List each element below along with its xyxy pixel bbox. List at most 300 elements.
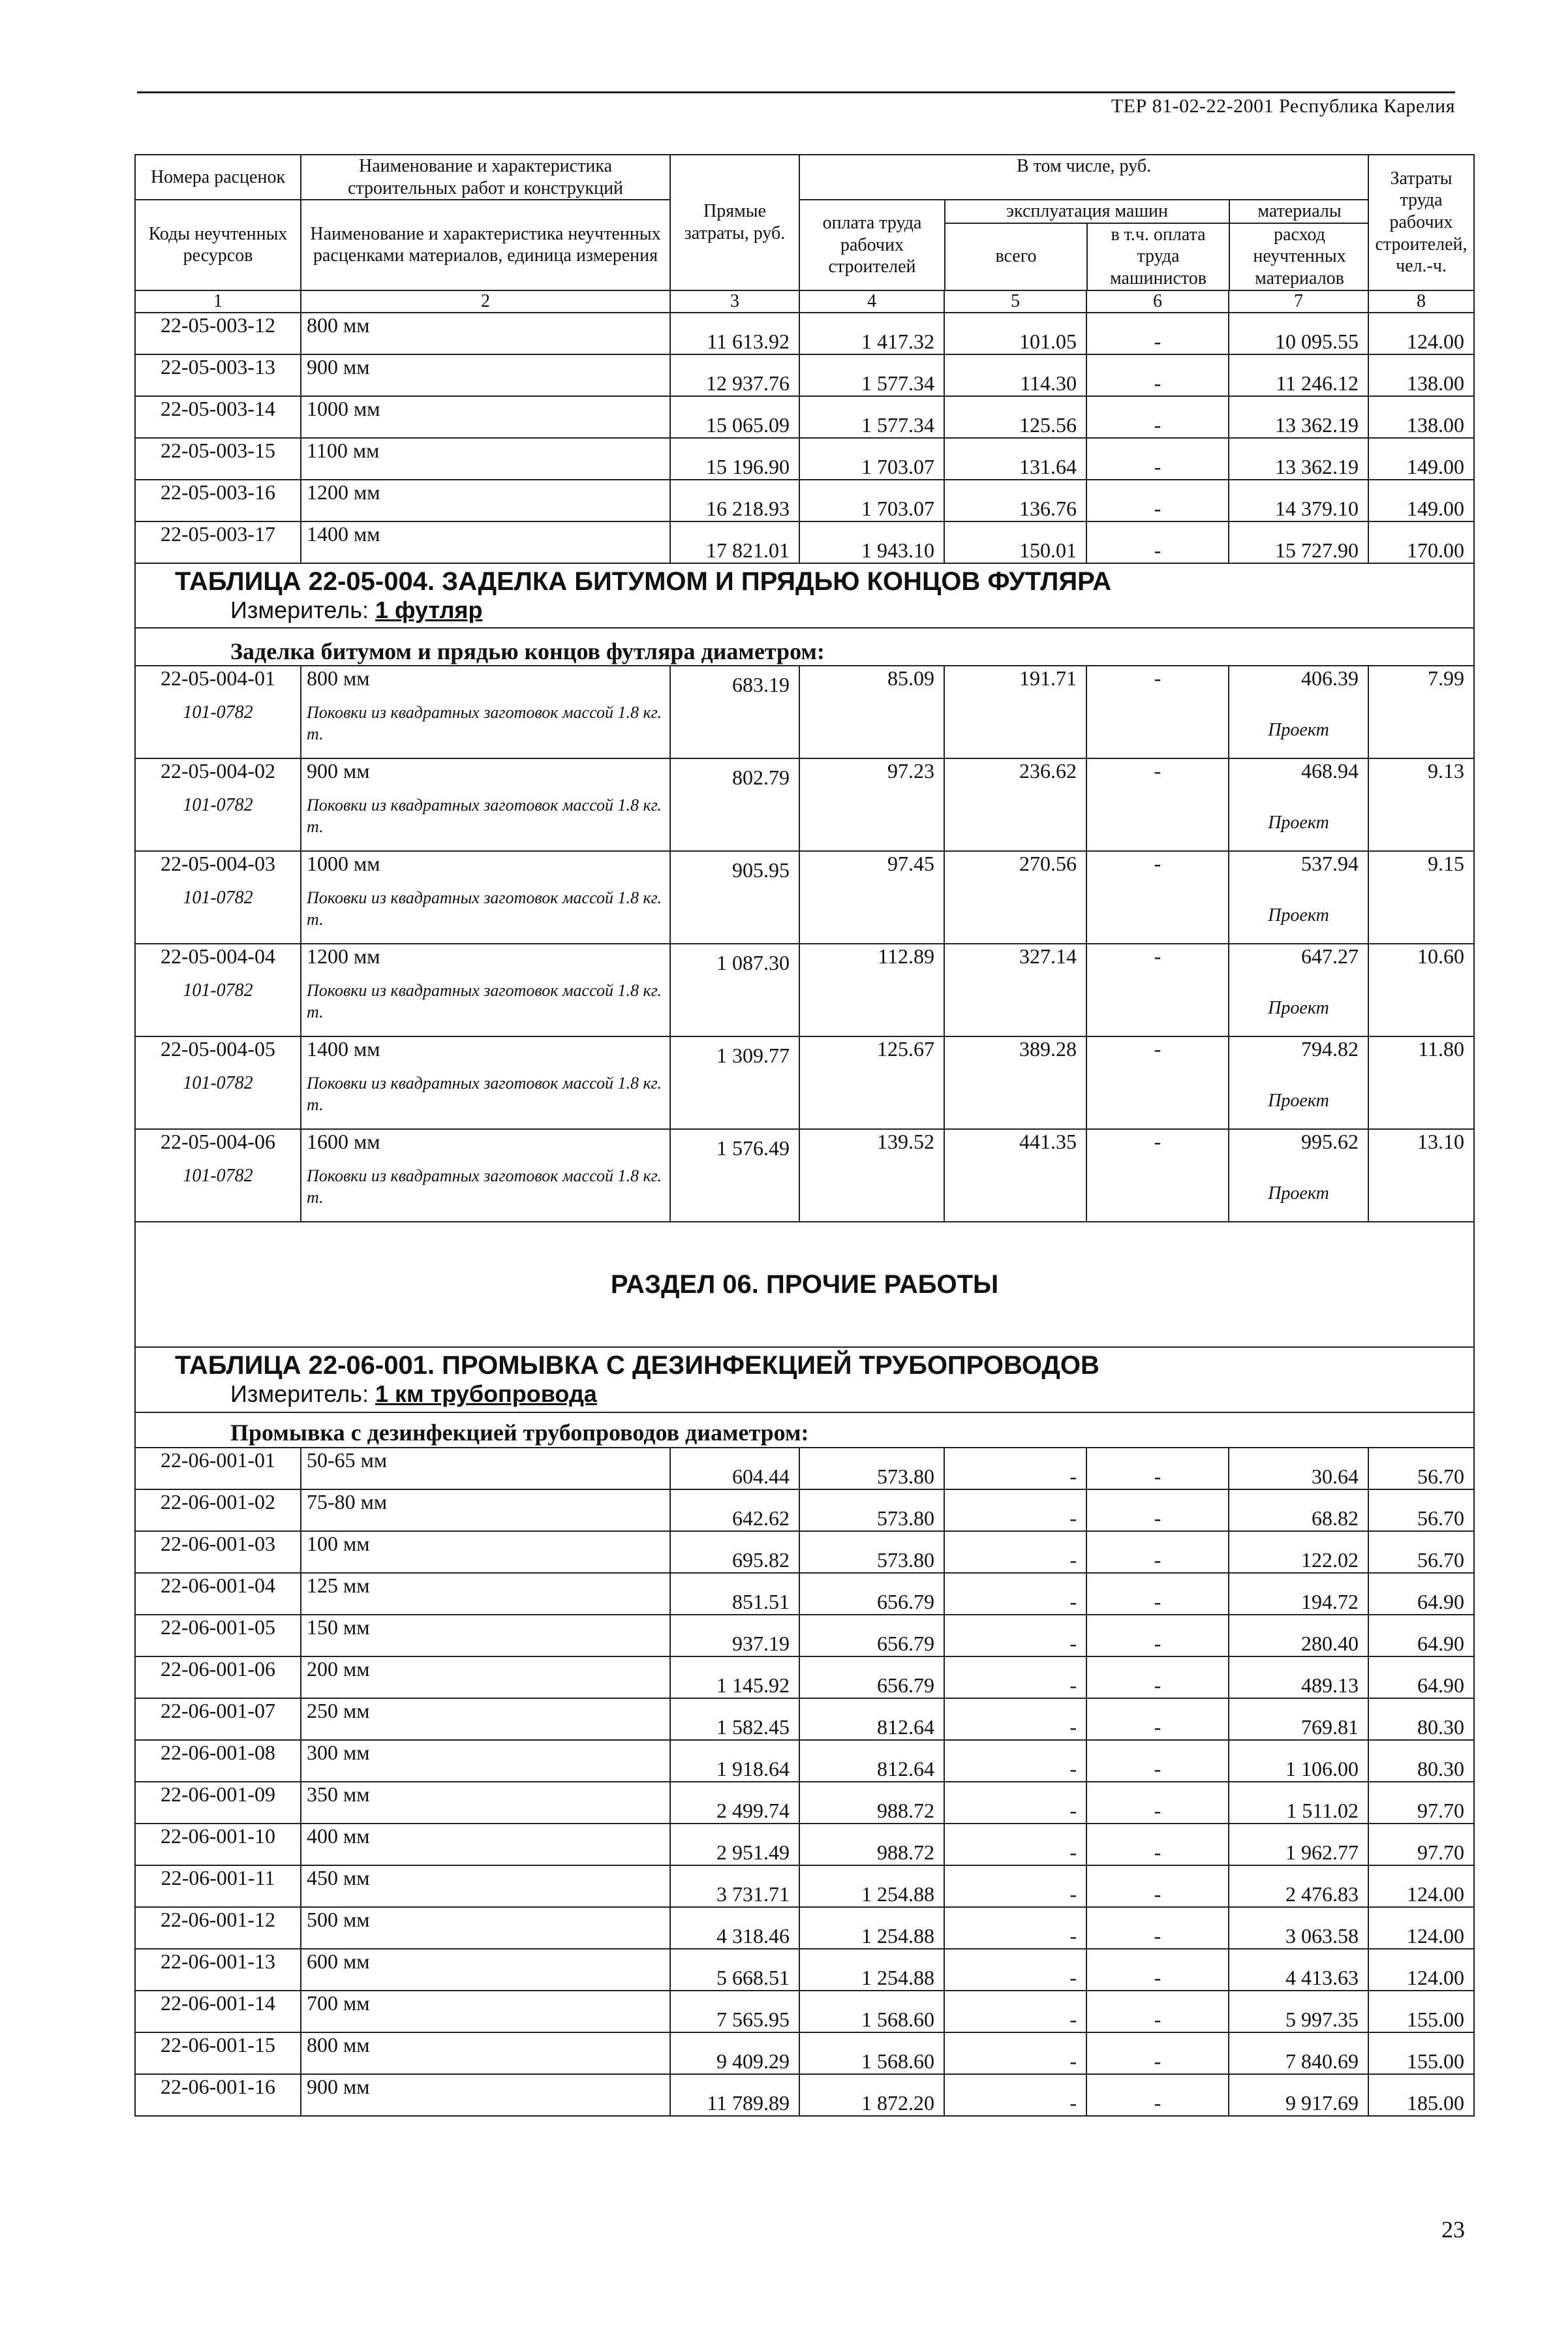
table-row bbox=[135, 666, 1474, 702]
work-name: 400 мм bbox=[301, 1824, 670, 1865]
col-name-header: Наименование и характеристика строительных работ и конструкций bbox=[301, 155, 670, 200]
machines-total: 101.05 bbox=[944, 313, 1086, 354]
materials-cost: 7 840.69 bbox=[1229, 2032, 1368, 2074]
empty-cell bbox=[670, 1166, 799, 1222]
empty-cell bbox=[1086, 795, 1229, 851]
page-number: 23 bbox=[1441, 2216, 1465, 2243]
labor-hours: 7.99 bbox=[1368, 666, 1474, 702]
materials-cost: 11 246.12 bbox=[1229, 354, 1368, 396]
labor-hours: 185.00 bbox=[1368, 2074, 1474, 2116]
machines-total: - bbox=[944, 1656, 1086, 1698]
material-consumption: Проект bbox=[1229, 1073, 1368, 1129]
labor-hours: 9.13 bbox=[1368, 758, 1474, 795]
labor-hours: 155.00 bbox=[1368, 1991, 1474, 2032]
col-number: 6 bbox=[1086, 290, 1229, 313]
direct-cost: 1 576.49 bbox=[670, 1129, 799, 1166]
rate-code: 22-06-001-01 bbox=[135, 1448, 301, 1489]
labor-hours: 149.00 bbox=[1368, 438, 1474, 480]
labor-hours: 56.70 bbox=[1368, 1531, 1474, 1573]
material-consumption: Проект bbox=[1229, 888, 1368, 944]
labor-cost: 573.80 bbox=[799, 1531, 944, 1573]
work-name: 350 мм bbox=[301, 1782, 670, 1824]
materials-cost: 2 476.83 bbox=[1229, 1865, 1368, 1907]
rate-code: 22-05-003-17 bbox=[135, 521, 301, 563]
machinist-labor: - bbox=[1086, 1036, 1229, 1073]
machines-total: 270.56 bbox=[944, 851, 1086, 888]
labor-hours: 80.30 bbox=[1368, 1740, 1474, 1782]
machines-total: - bbox=[944, 2074, 1086, 2116]
labor-cost: 139.52 bbox=[799, 1129, 944, 1166]
empty-cell bbox=[1086, 1073, 1229, 1129]
machines-total: 327.14 bbox=[944, 944, 1086, 980]
table-subtitle-row bbox=[135, 628, 1474, 666]
labor-hours: 138.00 bbox=[1368, 396, 1474, 438]
materials-cost: 10 095.55 bbox=[1229, 313, 1368, 354]
labor-hours: 80.30 bbox=[1368, 1698, 1474, 1740]
rate-code: 22-06-001-07 bbox=[135, 1698, 301, 1740]
labor-cost: 812.64 bbox=[799, 1698, 944, 1740]
col-machinist-labor-header: в т.ч. оплата труда машинистов bbox=[1087, 223, 1229, 290]
direct-cost: 3 731.71 bbox=[670, 1865, 799, 1907]
direct-cost: 937.19 bbox=[670, 1615, 799, 1656]
machinist-labor: - bbox=[1086, 1129, 1229, 1166]
work-name: 1000 мм bbox=[301, 396, 670, 438]
machinist-labor: - bbox=[1086, 758, 1229, 795]
material-name: Поковки из квадратных заготовок массой 1.8 кг. т. bbox=[301, 1073, 670, 1129]
resource-code: 101-0782 bbox=[135, 1166, 301, 1222]
material-row bbox=[135, 795, 1474, 851]
work-name: 700 мм bbox=[301, 1991, 670, 2032]
table-title-row bbox=[135, 563, 1474, 628]
direct-cost: 642.62 bbox=[670, 1489, 799, 1531]
direct-cost: 4 318.46 bbox=[670, 1907, 799, 1949]
direct-cost: 17 821.01 bbox=[670, 521, 799, 563]
col-number: 4 bbox=[799, 290, 944, 313]
machines-total: - bbox=[944, 1489, 1086, 1531]
rate-code: 22-05-003-12 bbox=[135, 313, 301, 354]
direct-cost: 2 951.49 bbox=[670, 1824, 799, 1865]
materials-cost: 194.72 bbox=[1229, 1573, 1368, 1615]
col-number: 7 bbox=[1229, 290, 1368, 313]
labor-cost: 97.45 bbox=[799, 851, 944, 888]
labor-hours: 124.00 bbox=[1368, 1865, 1474, 1907]
machinist-labor: - bbox=[1086, 1531, 1229, 1573]
direct-cost: 12 937.76 bbox=[670, 354, 799, 396]
empty-cell bbox=[944, 980, 1086, 1036]
work-name: 600 мм bbox=[301, 1949, 670, 1991]
empty-cell bbox=[1086, 702, 1229, 758]
direct-cost: 1 309.77 bbox=[670, 1036, 799, 1073]
table-meter bbox=[136, 1380, 1473, 1407]
table-row bbox=[135, 313, 1474, 354]
labor-cost: 125.67 bbox=[799, 1036, 944, 1073]
rate-code: 22-06-001-08 bbox=[135, 1740, 301, 1782]
direct-cost: 15 065.09 bbox=[670, 396, 799, 438]
direct-cost: 683.19 bbox=[670, 666, 799, 702]
labor-hours: 64.90 bbox=[1368, 1656, 1474, 1698]
labor-cost: 812.64 bbox=[799, 1740, 944, 1782]
machines-total: 114.30 bbox=[944, 354, 1086, 396]
table-row bbox=[135, 1615, 1474, 1656]
labor-hours: 124.00 bbox=[1368, 313, 1474, 354]
table-row bbox=[135, 438, 1474, 480]
material-name: Поковки из квадратных заготовок массой 1.8 кг. т. bbox=[301, 702, 670, 758]
labor-cost: 1 943.10 bbox=[799, 521, 944, 563]
labor-hours: 9.15 bbox=[1368, 851, 1474, 888]
machines-total: - bbox=[944, 1824, 1086, 1865]
work-name: 900 мм bbox=[301, 2074, 670, 2116]
machines-total: 125.56 bbox=[944, 396, 1086, 438]
labor-cost: 112.89 bbox=[799, 944, 944, 980]
work-name: 1200 мм bbox=[301, 480, 670, 521]
materials-cost: 406.39 bbox=[1229, 666, 1368, 702]
rate-code: 22-06-001-06 bbox=[135, 1656, 301, 1698]
material-consumption: Проект bbox=[1229, 702, 1368, 758]
labor-cost: 1 577.34 bbox=[799, 396, 944, 438]
machinist-labor: - bbox=[1086, 1991, 1229, 2032]
direct-cost: 695.82 bbox=[670, 1531, 799, 1573]
materials-cost: 9 917.69 bbox=[1229, 2074, 1368, 2116]
work-name: 1100 мм bbox=[301, 438, 670, 480]
empty-cell bbox=[944, 1166, 1086, 1222]
materials-cost: 5 997.35 bbox=[1229, 1991, 1368, 2032]
machinist-labor: - bbox=[1086, 1824, 1229, 1865]
labor-hours: 64.90 bbox=[1368, 1573, 1474, 1615]
machines-total: - bbox=[944, 1448, 1086, 1489]
table-row bbox=[135, 2074, 1474, 2116]
empty-cell bbox=[1086, 1166, 1229, 1222]
labor-cost: 1 254.88 bbox=[799, 1865, 944, 1907]
machines-total: - bbox=[944, 1865, 1086, 1907]
direct-cost: 905.95 bbox=[670, 851, 799, 888]
table-row bbox=[135, 1949, 1474, 1991]
machinist-labor: - bbox=[1086, 1907, 1229, 1949]
labor-cost: 97.23 bbox=[799, 758, 944, 795]
work-name: 1200 мм bbox=[301, 944, 670, 980]
labor-hours: 10.60 bbox=[1368, 944, 1474, 980]
machinist-labor: - bbox=[1086, 313, 1229, 354]
meter-value: 1 футляр bbox=[375, 596, 483, 623]
col-number: 8 bbox=[1368, 290, 1474, 313]
table-row bbox=[135, 480, 1474, 521]
labor-hours: 155.00 bbox=[1368, 2032, 1474, 2074]
table-row bbox=[135, 1129, 1474, 1166]
machines-total: 131.64 bbox=[944, 438, 1086, 480]
labor-cost: 1 568.60 bbox=[799, 2032, 944, 2074]
empty-cell bbox=[1368, 1073, 1474, 1129]
machines-total: - bbox=[944, 1531, 1086, 1573]
direct-cost: 5 668.51 bbox=[670, 1949, 799, 1991]
rate-code: 22-05-004-03 bbox=[135, 851, 301, 888]
empty-cell bbox=[799, 795, 944, 851]
col-direct-cost-header: Прямые затраты, руб. bbox=[670, 155, 799, 290]
materials-cost: 537.94 bbox=[1229, 851, 1368, 888]
machines-total: - bbox=[944, 1740, 1086, 1782]
subheader-group bbox=[799, 200, 1368, 290]
materials-cost: 15 727.90 bbox=[1229, 521, 1368, 563]
labor-cost: 1 417.32 bbox=[799, 313, 944, 354]
machinist-labor: - bbox=[1086, 2032, 1229, 2074]
table-row bbox=[135, 396, 1474, 438]
table-row bbox=[135, 1489, 1474, 1531]
labor-cost: 1 577.34 bbox=[799, 354, 944, 396]
work-name: 800 мм bbox=[301, 2032, 670, 2074]
rate-code: 22-06-001-10 bbox=[135, 1824, 301, 1865]
rate-code: 22-05-003-14 bbox=[135, 396, 301, 438]
rate-code: 22-05-004-01 bbox=[135, 666, 301, 702]
labor-hours: 97.70 bbox=[1368, 1782, 1474, 1824]
work-name: 75-80 мм bbox=[301, 1489, 670, 1531]
direct-cost: 7 565.95 bbox=[670, 1991, 799, 2032]
table-row bbox=[135, 851, 1474, 888]
rate-code: 22-06-001-02 bbox=[135, 1489, 301, 1531]
section-title: РАЗДЕЛ 06. ПРОЧИЕ РАБОТЫ bbox=[135, 1222, 1474, 1347]
labor-cost: 85.09 bbox=[799, 666, 944, 702]
table-row bbox=[135, 1991, 1474, 2032]
col-rate-number-header: Номера расценок bbox=[135, 155, 301, 200]
machinist-labor: - bbox=[1086, 1782, 1229, 1824]
empty-cell bbox=[670, 1073, 799, 1129]
work-name: 250 мм bbox=[301, 1698, 670, 1740]
labor-cost: 1 703.07 bbox=[799, 480, 944, 521]
rate-code: 22-06-001-03 bbox=[135, 1531, 301, 1573]
table-row bbox=[135, 944, 1474, 980]
labor-hours: 11.80 bbox=[1368, 1036, 1474, 1073]
material-row bbox=[135, 702, 1474, 758]
labor-cost: 1 254.88 bbox=[799, 1907, 944, 1949]
work-name: 1400 мм bbox=[301, 1036, 670, 1073]
table-row bbox=[135, 1448, 1474, 1489]
work-name: 800 мм bbox=[301, 666, 670, 702]
col-number: 3 bbox=[670, 290, 799, 313]
material-name: Поковки из квадратных заготовок массой 1.8 кг. т. bbox=[301, 980, 670, 1036]
direct-cost: 1 087.30 bbox=[670, 944, 799, 980]
empty-cell bbox=[670, 702, 799, 758]
materials-cost: 4 413.63 bbox=[1229, 1949, 1368, 1991]
labor-hours: 124.00 bbox=[1368, 1949, 1474, 1991]
rate-code: 22-06-001-09 bbox=[135, 1782, 301, 1824]
table-row bbox=[135, 2032, 1474, 2074]
header-rule bbox=[137, 91, 1455, 93]
table-row bbox=[135, 758, 1474, 795]
labor-cost: 1 703.07 bbox=[799, 438, 944, 480]
direct-cost: 1 918.64 bbox=[670, 1740, 799, 1782]
work-name: 900 мм bbox=[301, 354, 670, 396]
machinist-labor: - bbox=[1086, 521, 1229, 563]
material-consumption: Проект bbox=[1229, 795, 1368, 851]
table-meter bbox=[136, 597, 1473, 623]
col-number: 5 bbox=[944, 290, 1086, 313]
work-name: 125 мм bbox=[301, 1573, 670, 1615]
direct-cost: 2 499.74 bbox=[670, 1782, 799, 1824]
subheader-table bbox=[800, 200, 1368, 289]
material-name: Поковки из квадратных заготовок массой 1.8 кг. т. bbox=[301, 1166, 670, 1222]
materials-cost: 13 362.19 bbox=[1229, 396, 1368, 438]
direct-cost: 9 409.29 bbox=[670, 2032, 799, 2074]
table-row bbox=[135, 1740, 1474, 1782]
material-consumption: Проект bbox=[1229, 1166, 1368, 1222]
labor-hours: 138.00 bbox=[1368, 354, 1474, 396]
labor-hours: 149.00 bbox=[1368, 480, 1474, 521]
machines-total: - bbox=[944, 1991, 1086, 2032]
machines-total: - bbox=[944, 1949, 1086, 1991]
machinist-labor: - bbox=[1086, 354, 1229, 396]
col-machines-total-header: всего bbox=[945, 223, 1087, 290]
col-machines-header: эксплуатация машин bbox=[945, 200, 1229, 223]
machines-total: 441.35 bbox=[944, 1129, 1086, 1166]
resource-code: 101-0782 bbox=[135, 980, 301, 1036]
work-name: 150 мм bbox=[301, 1615, 670, 1656]
rate-code: 22-06-001-16 bbox=[135, 2074, 301, 2116]
meter-value: 1 км трубопровода bbox=[375, 1380, 597, 1408]
empty-cell bbox=[1368, 795, 1474, 851]
machinist-labor: - bbox=[1086, 480, 1229, 521]
empty-cell bbox=[944, 702, 1086, 758]
machinist-labor: - bbox=[1086, 1489, 1229, 1531]
materials-cost: 647.27 bbox=[1229, 944, 1368, 980]
direct-cost: 11 613.92 bbox=[670, 313, 799, 354]
material-row bbox=[135, 888, 1474, 944]
labor-cost: 1 254.88 bbox=[799, 1949, 944, 1991]
table-row bbox=[135, 1698, 1474, 1740]
materials-cost: 1 106.00 bbox=[1229, 1740, 1368, 1782]
rate-code: 22-06-001-14 bbox=[135, 1991, 301, 2032]
rate-code: 22-06-001-11 bbox=[135, 1865, 301, 1907]
empty-cell bbox=[799, 980, 944, 1036]
labor-hours: 97.70 bbox=[1368, 1824, 1474, 1865]
machinist-labor: - bbox=[1086, 1573, 1229, 1615]
machines-total: - bbox=[944, 1782, 1086, 1824]
machines-total: 236.62 bbox=[944, 758, 1086, 795]
labor-hours: 56.70 bbox=[1368, 1489, 1474, 1531]
table-title-row bbox=[135, 1347, 1474, 1412]
labor-hours: 13.10 bbox=[1368, 1129, 1474, 1166]
direct-cost: 15 196.90 bbox=[670, 438, 799, 480]
machinist-labor: - bbox=[1086, 944, 1229, 980]
direct-cost: 16 218.93 bbox=[670, 480, 799, 521]
materials-cost: 30.64 bbox=[1229, 1448, 1368, 1489]
empty-cell bbox=[1086, 980, 1229, 1036]
empty-cell bbox=[799, 1073, 944, 1129]
material-consumption: Проект bbox=[1229, 980, 1368, 1036]
table-row bbox=[135, 1656, 1474, 1698]
materials-cost: 280.40 bbox=[1229, 1615, 1368, 1656]
work-name: 1600 мм bbox=[301, 1129, 670, 1166]
rate-code: 22-05-003-13 bbox=[135, 354, 301, 396]
labor-cost: 656.79 bbox=[799, 1656, 944, 1698]
empty-cell bbox=[944, 795, 1086, 851]
table-subtitle: Промывка с дезинфекцией трубопроводов диаметром: bbox=[135, 1412, 1474, 1448]
col-materials-header: материалы bbox=[1229, 200, 1368, 223]
materials-cost: 3 063.58 bbox=[1229, 1907, 1368, 1949]
material-row bbox=[135, 1166, 1474, 1222]
resource-code: 101-0782 bbox=[135, 888, 301, 944]
table-title: ТАБЛИЦА 22-05-004. ЗАДЕЛКА БИТУМОМ И ПРЯДЬЮ КОНЦОВ ФУТЛЯРА bbox=[175, 567, 1112, 596]
direct-cost: 802.79 bbox=[670, 758, 799, 795]
table-row bbox=[135, 1865, 1474, 1907]
table-row bbox=[135, 1907, 1474, 1949]
work-name: 800 мм bbox=[301, 313, 670, 354]
rate-code: 22-05-004-05 bbox=[135, 1036, 301, 1073]
machines-total: 150.01 bbox=[944, 521, 1086, 563]
machinist-labor: - bbox=[1086, 438, 1229, 480]
material-row bbox=[135, 980, 1474, 1036]
table-row bbox=[135, 1036, 1474, 1073]
table-row bbox=[135, 1824, 1474, 1865]
col-resource-code-header: Коды неучтенных ресурсов bbox=[135, 200, 301, 290]
materials-cost: 68.82 bbox=[1229, 1489, 1368, 1531]
empty-cell bbox=[670, 980, 799, 1036]
col-material-consumption-header: расход неучтенных материалов bbox=[1253, 224, 1346, 288]
machines-total: 191.71 bbox=[944, 666, 1086, 702]
machinist-labor: - bbox=[1086, 1698, 1229, 1740]
document-header: ТЕР 81-02-22-2001 Республика Карелия bbox=[1111, 95, 1455, 117]
table-subtitle-row bbox=[135, 1412, 1474, 1448]
table-row bbox=[135, 1782, 1474, 1824]
empty-cell bbox=[799, 888, 944, 944]
direct-cost: 1 582.45 bbox=[670, 1698, 799, 1740]
rate-code: 22-05-003-15 bbox=[135, 438, 301, 480]
work-name: 500 мм bbox=[301, 1907, 670, 1949]
col-number: 1 bbox=[135, 290, 301, 313]
material-row bbox=[135, 1073, 1474, 1129]
machinist-labor: - bbox=[1086, 1740, 1229, 1782]
empty-cell bbox=[799, 1166, 944, 1222]
rate-code: 22-06-001-15 bbox=[135, 2032, 301, 2074]
col-including-header: В том числе, руб. bbox=[799, 155, 1368, 200]
table-row bbox=[135, 1531, 1474, 1573]
materials-cost: 489.13 bbox=[1229, 1656, 1368, 1698]
table-title-block bbox=[135, 1347, 1474, 1412]
materials-cost: 769.81 bbox=[1229, 1698, 1368, 1740]
col-material-name-header: Наименование и характеристика неучтенных расценками материалов, единица измерения bbox=[301, 200, 670, 290]
rate-code: 22-06-001-05 bbox=[135, 1615, 301, 1656]
machinist-labor: - bbox=[1086, 396, 1229, 438]
column-numbers-row bbox=[135, 290, 1474, 313]
machinist-labor: - bbox=[1086, 666, 1229, 702]
material-name: Поковки из квадратных заготовок массой 1.8 кг. т. bbox=[301, 795, 670, 851]
resource-code: 101-0782 bbox=[135, 1073, 301, 1129]
labor-hours: 124.00 bbox=[1368, 1907, 1474, 1949]
materials-cost: 13 362.19 bbox=[1229, 438, 1368, 480]
machinist-labor: - bbox=[1086, 1949, 1229, 1991]
resource-code: 101-0782 bbox=[135, 795, 301, 851]
materials-cost: 14 379.10 bbox=[1229, 480, 1368, 521]
materials-cost: 995.62 bbox=[1229, 1129, 1368, 1166]
resource-code: 101-0782 bbox=[135, 702, 301, 758]
labor-cost: 573.80 bbox=[799, 1448, 944, 1489]
rate-code: 22-05-004-04 bbox=[135, 944, 301, 980]
labor-hours: 170.00 bbox=[1368, 521, 1474, 563]
labor-cost: 1 568.60 bbox=[799, 1991, 944, 2032]
machinist-labor: - bbox=[1086, 851, 1229, 888]
machines-total: - bbox=[944, 2032, 1086, 2074]
work-name: 900 мм bbox=[301, 758, 670, 795]
labor-hours: 64.90 bbox=[1368, 1615, 1474, 1656]
table-subtitle: Заделка битумом и прядью концов футляра диаметром: bbox=[135, 628, 1474, 666]
labor-cost: 656.79 bbox=[799, 1573, 944, 1615]
empty-cell bbox=[1368, 702, 1474, 758]
materials-cost: 794.82 bbox=[1229, 1036, 1368, 1073]
work-name: 1400 мм bbox=[301, 521, 670, 563]
empty-cell bbox=[1368, 888, 1474, 944]
machines-total: - bbox=[944, 1573, 1086, 1615]
material-name: Поковки из квадратных заготовок массой 1.8 кг. т. bbox=[301, 888, 670, 944]
meter-label: Измеритель: bbox=[230, 596, 369, 623]
col-labor-header: оплата труда рабочих строителей bbox=[800, 200, 945, 289]
machinist-labor: - bbox=[1086, 1448, 1229, 1489]
rate-code: 22-05-004-06 bbox=[135, 1129, 301, 1166]
